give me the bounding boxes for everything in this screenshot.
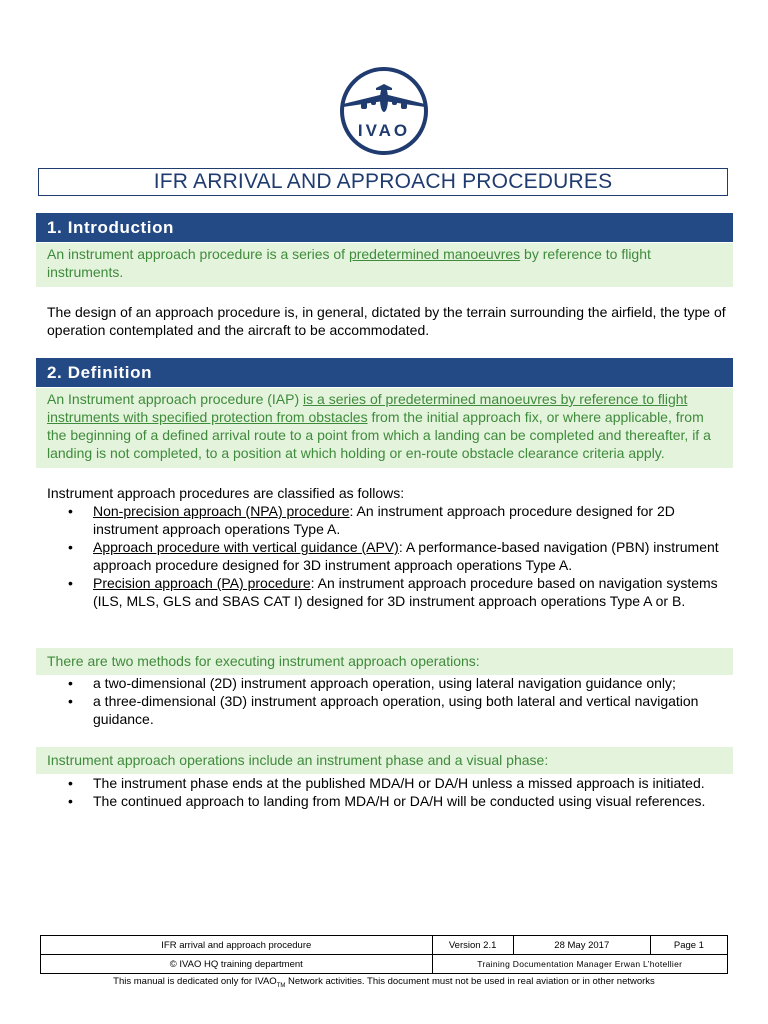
classification-list	[47, 502, 727, 610]
list-item: • a three-dimensional (3D) instrument approach operation, using both lateral and vertical navigation guidance.	[47, 692, 727, 728]
list-item	[47, 502, 727, 538]
methods-highlight-box: There are two methods for executing instrument approach operations:	[36, 648, 733, 675]
methods-list	[47, 674, 727, 728]
footer-disclaimer	[0, 976, 768, 989]
phases-highlight-box: Instrument approach operations include an instrument phase and a visual phase:	[36, 747, 733, 774]
logo-text: IVAO	[357, 121, 411, 140]
trademark-mark: TM	[276, 982, 286, 989]
intro-box-text: An instrument approach procedure is a series of	[47, 246, 349, 262]
footer-manager: Training Documentation Manager Erwan L’hotellier	[432, 955, 727, 974]
intro-box-link: predetermined manoeuvres	[348, 246, 521, 262]
footer-date: 28 May 2017	[513, 936, 650, 955]
class-term: Precision approach (PA) procedure	[93, 575, 311, 591]
intro-box-text-end: by reference to flight instruments.	[47, 246, 651, 280]
classification-intro: Instrument approach procedures are classified as follows:	[47, 485, 405, 501]
section-heading-introduction: 1. Introduction	[36, 213, 733, 242]
ivao-logo	[335, 66, 433, 156]
introduction-highlight-box	[36, 243, 733, 287]
introduction-paragraph: The design of an approach procedure is, in general, dictated by the terrain surrounding the airfield, the type of operation contemplated and the aircraft to be accommodated.	[47, 304, 726, 338]
class-text: : A performance-based navigation (PBN) instrument approach procedure designed for 3D instrument approach operations Type A.	[93, 539, 719, 573]
table-row	[41, 955, 728, 974]
disclaimer-text: This manual is dedicated only for IVAO	[113, 976, 277, 987]
list-item: • a two-dimensional (2D) instrument approach operation, using lateral navigation guidance only;	[47, 674, 727, 692]
phases-list	[47, 774, 727, 810]
footer-table	[40, 935, 728, 974]
footer-version: Version 2.1	[432, 936, 513, 955]
list-item	[47, 574, 727, 610]
definition-box-text-end: from the initial approach fix, or where applicable, from the beginning of a defined arrival route to a point from which a landing can be completed and thereafter, if a landing is not completed, to a position at which holding or en-route obstacle clearance criteria apply.	[47, 409, 711, 461]
disclaimer-text-end: Network activities. This document must not be used in real aviation or in other networks	[285, 976, 655, 987]
class-term: Approach procedure with vertical guidance (APV)	[93, 539, 399, 555]
class-text: : An instrument approach procedure based on navigation systems (ILS, MLS, GLS and SBAS CAT I) designed for 3D instrument approach operations Type A or B.	[93, 575, 718, 609]
class-term: Non-precision approach (NPA) procedure	[93, 503, 350, 519]
list-item	[47, 538, 727, 574]
definition-highlight-box	[36, 388, 733, 468]
footer-doc-name: IFR arrival and approach procedure	[41, 936, 433, 955]
list-item: • The instrument phase ends at the published MDA/H or DA/H unless a missed approach is initiated.	[47, 774, 727, 792]
document-title: IFR ARRIVAL AND APPROACH PROCEDURES	[38, 168, 728, 196]
class-text: : An instrument approach procedure designed for 2D instrument approach operations Type A.	[93, 503, 675, 537]
definition-box-text: An Instrument approach procedure (IAP)	[47, 391, 304, 407]
table-row	[41, 936, 728, 955]
definition-box-link: is a series of predetermined manoeuvres by reference to flight instruments with specified protection from obstacles	[47, 391, 688, 425]
section-heading-definition: 2. Definition	[36, 358, 733, 387]
footer-department: © IVAO HQ training department	[41, 955, 433, 974]
footer-page: Page 1	[650, 936, 727, 955]
list-item: • The continued approach to landing from MDA/H or DA/H will be conducted using visual references.	[47, 792, 727, 810]
